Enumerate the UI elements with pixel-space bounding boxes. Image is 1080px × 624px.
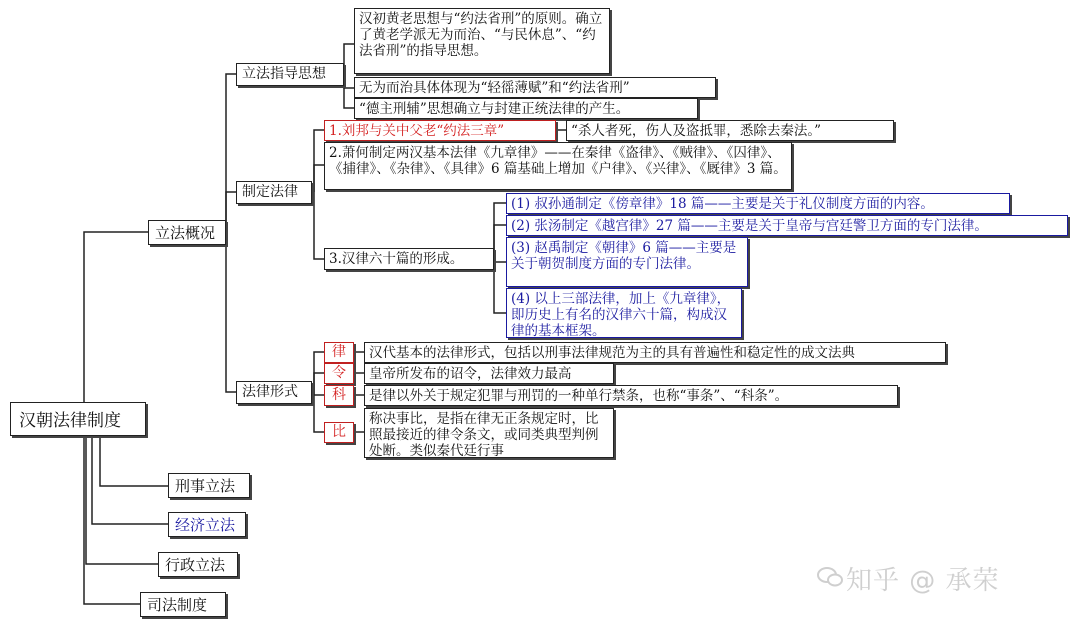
hanlv-item-1: (1) 叔孙通制定《傍章律》18 篇——主要是关于礼仪制度方面的内容。 [506, 193, 1010, 214]
zhidao-text-2: 无为而治具体体现为“轻徭薄赋”和“约法省刑” [354, 77, 716, 98]
zhidao-text-1: 汉初黄老思想与“约法省刑”的原则。确立了黄老学派无为而治、“与民休息”、“约法省刑”的指导思想。 [354, 8, 610, 74]
node-zhiding-falv[interactable]: 制定法律 [236, 181, 312, 204]
node-lifa-gaikuang[interactable]: 立法概况 [148, 220, 226, 245]
watermark: 知乎 @ 承荣 [846, 566, 1000, 596]
node-lifa-zhidao[interactable]: 立法指导思想 [236, 63, 344, 86]
tag-ling: 令 [324, 363, 354, 384]
root-node[interactable]: 汉朝法律制度 [10, 402, 146, 436]
tag-ke: 科 [324, 385, 354, 406]
xingshi-desc-lv: 汉代基本的法律形式，包括以刑事法律规范为主的具有普遍性和稳定性的成文法典 [364, 342, 946, 363]
zhiding-item-3: 3.汉律六十篇的形成。 [324, 248, 494, 270]
xingshi-desc-ke: 是律以外关于规定犯罪与刑罚的一种单行禁条，也称“事条”、“科条”。 [364, 385, 898, 406]
tag-bi: 比 [324, 422, 354, 443]
zhiding-item-1: 1.刘邦与关中父老“约法三章” [324, 120, 556, 141]
node-jingji-lifa[interactable]: 经济立法 [168, 512, 246, 537]
node-xingzheng-lifa[interactable]: 行政立法 [158, 552, 238, 577]
node-xingshi-lifa[interactable]: 刑事立法 [168, 473, 250, 498]
node-falv-xingshi[interactable]: 法律形式 [236, 381, 312, 404]
hanlv-item-3: (3) 赵禹制定《朝律》6 篇——主要是关于朝贺制度方面的专门法律。 [506, 237, 748, 287]
xingshi-desc-ling: 皇帝所发布的诏令，法律效力最高 [364, 363, 614, 384]
hanlv-item-4: (4) 以上三部法律，加上《九章律》，即历史上有名的汉律六十篇，构成汉律的基本框架。 [506, 288, 742, 338]
tag-lv: 律 [324, 342, 354, 363]
zhiding-item-2: 2.萧何制定两汉基本法律《九章律》——在秦律《盗律》、《贼律》、《囚律》、《捕律》、《杂律》、《具律》6 篇基础上增加《户律》、《兴律》、《厩律》3 篇。 [324, 142, 792, 190]
hanlv-item-2: (2) 张汤制定《越宫律》27 篇——主要是关于皇帝与宫廷警卫方面的专门法律。 [506, 215, 1068, 236]
zhidao-text-3: “德主刑辅”思想确立与封建正统法律的产生。 [354, 98, 698, 119]
zhiding-item-1-detail: “杀人者死，伤人及盗抵罪，悉除去秦法。” [566, 120, 894, 141]
node-sifa-zhidu[interactable]: 司法制度 [140, 592, 226, 617]
xingshi-desc-bi: 称决事比，是指在律无正条规定时，比照最接近的律令条文，或同类典型判例处断。类似秦代廷行事 [364, 408, 614, 458]
wechat-icon [816, 566, 844, 588]
